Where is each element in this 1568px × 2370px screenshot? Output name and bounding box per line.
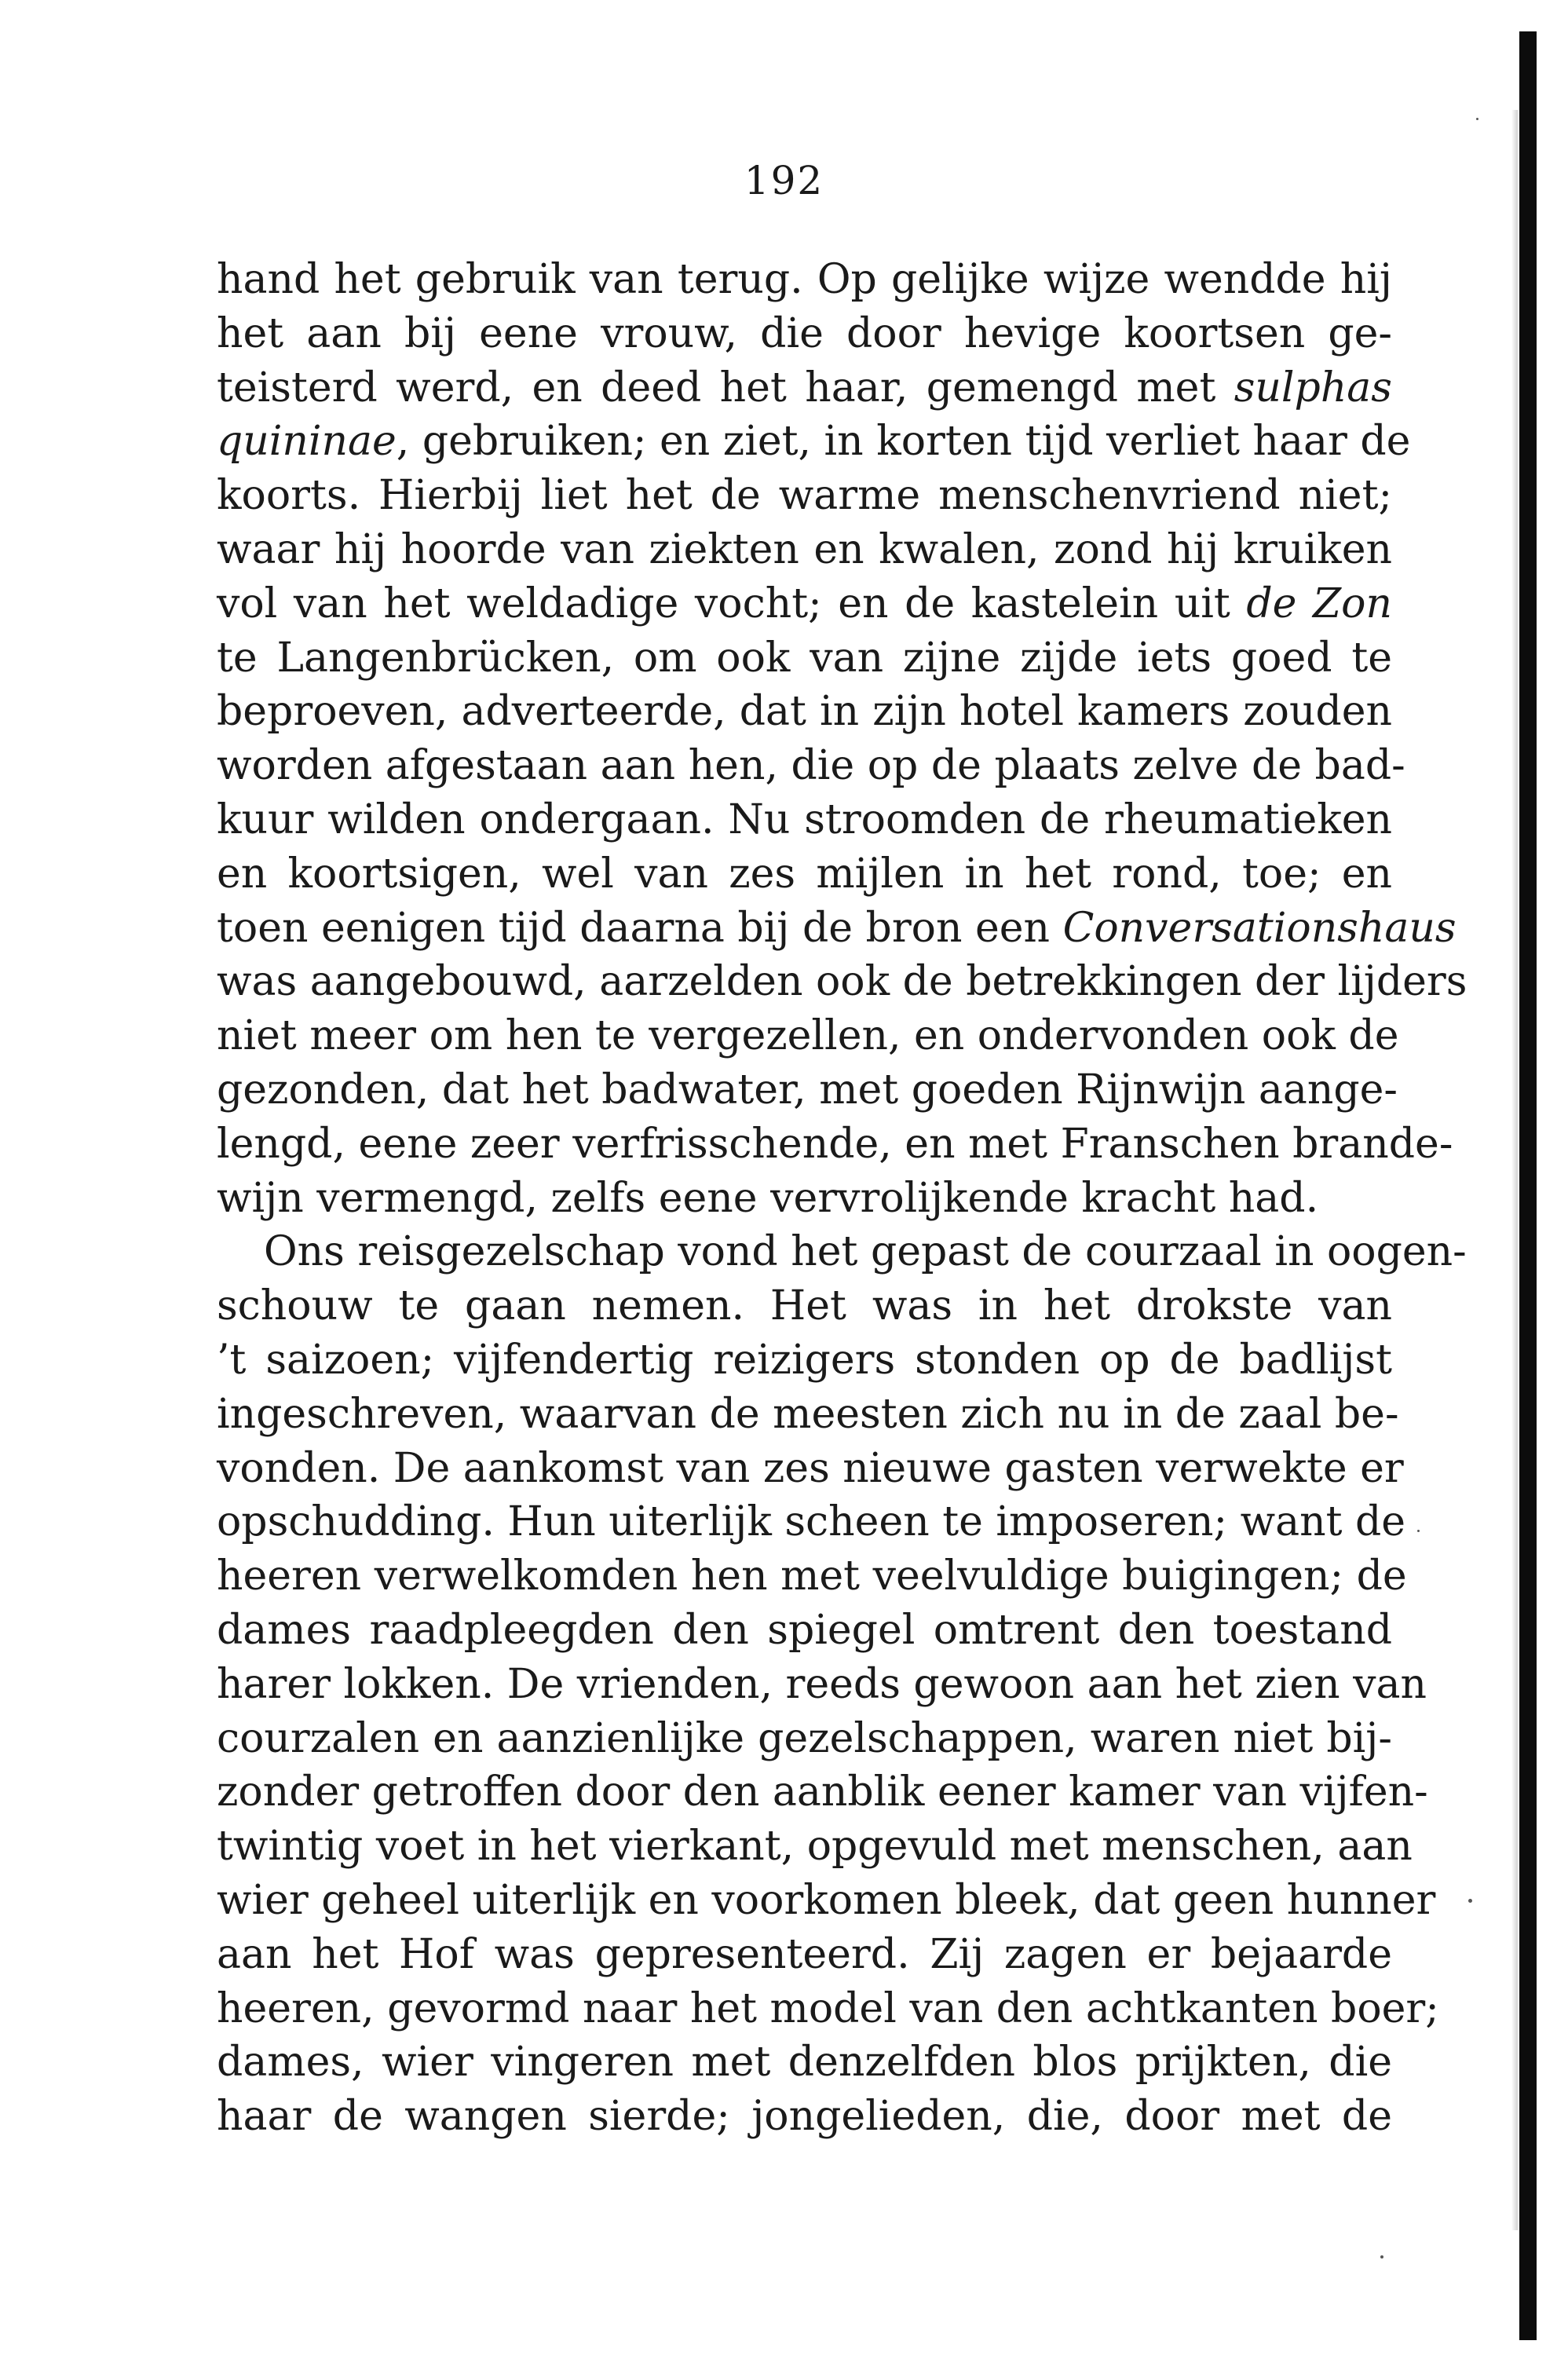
page-number: 192 — [744, 158, 824, 203]
text-segment: niet meer om hen te vergezellen, en ondervonden ook de — [217, 1012, 1399, 1060]
text-segment: teisterd werd, en deed het haar, gemengd met — [217, 364, 1234, 411]
text-line — [217, 847, 1392, 902]
text-segment: het aan bij eene vrouw, die door hevige koortsen ge- — [217, 309, 1392, 357]
scan-speck — [1380, 2255, 1383, 2258]
text-segment: opschudding. Hun uiterlijk scheen te imposeren; want de — [217, 1498, 1406, 1546]
text-segment: ingeschreven, waarvan de meesten zich nu in de zaal be- — [217, 1390, 1399, 1438]
text-segment: lengd, eene zeer verfrisschende, en met Franschen brande- — [217, 1120, 1453, 1168]
text-line — [217, 1495, 1406, 1549]
text-segment: beproeven, adverteerde, dat in zijn hotel kamers zouden — [217, 688, 1392, 736]
text-line — [217, 1820, 1413, 1874]
text-segment: hand het gebruik van terug. Op gelijke wijze wendde hij — [217, 256, 1392, 303]
text-line — [217, 1442, 1404, 1496]
text-line — [217, 1658, 1427, 1712]
text-segment: worden afgestaan aan hen, die op de plaats zelve de bad- — [217, 742, 1405, 790]
text-segment: Ons reisgezelschap vond het gepast de courzaal in oogen- — [264, 1228, 1467, 1276]
text-segment: , gebruiken; en ziet, in korten tijd verliet haar de — [396, 418, 1411, 466]
text-line — [217, 955, 1467, 1009]
text-line — [217, 631, 1392, 686]
text-segment: heeren verwelkomden hen met veelvuldige buigingen; de — [217, 1553, 1407, 1600]
text-line — [217, 793, 1392, 847]
text-line — [217, 2035, 1392, 2090]
text-line — [217, 1172, 1392, 1226]
text-line — [217, 685, 1392, 739]
text-segment: en koortsigen, wel van zes mijlen in het rond, toe; en — [217, 850, 1392, 898]
body-text — [217, 253, 1467, 2144]
text-line — [217, 415, 1411, 469]
text-line — [217, 1225, 1467, 1279]
text-line — [217, 1712, 1392, 1766]
text-line — [217, 1009, 1399, 1063]
text-line — [217, 1928, 1392, 1982]
text-segment: zonder getroffen door den aanblik eener kamer van vijfen- — [217, 1768, 1428, 1816]
text-segment: haar de wangen sierde; jongelieden, die, door met de — [217, 2093, 1392, 2141]
text-line — [217, 902, 1457, 956]
scan-speck — [1417, 1530, 1420, 1532]
text-segment: schouw te gaan nemen. Het was in het drokste van — [217, 1282, 1392, 1330]
page-edge-gradient — [1511, 110, 1518, 2230]
text-segment: vonden. De aankomst van zes nieuwe gasten verwekte er — [217, 1444, 1404, 1492]
scan-speck — [1476, 118, 1478, 120]
text-line — [217, 1063, 1398, 1117]
text-line — [217, 1388, 1399, 1442]
text-segment: gezonden, dat het badwater, met goeden Rijnwijn aange- — [217, 1066, 1398, 1114]
text-line — [217, 1604, 1392, 1658]
page-edge-shadow — [1519, 31, 1537, 2340]
text-line — [217, 739, 1405, 793]
text-line — [217, 1874, 1436, 1928]
text-line — [217, 1982, 1439, 2036]
text-segment: te Langenbrücken, om ook van zijne zijde iets goed te — [217, 634, 1392, 682]
text-segment: wier geheel uiterlijk en voorkomen bleek, dat geen hunner — [217, 1876, 1436, 1924]
text-segment: twintig voet in het vierkant, opgevuld met menschen, aan — [217, 1823, 1413, 1871]
italic-text: quininae — [217, 418, 397, 466]
text-segment: kuur wilden ondergaan. Nu stroomden de rheumatieken — [217, 795, 1392, 843]
italic-text: Conversationshaus — [1062, 904, 1457, 952]
text-line — [217, 361, 1392, 415]
text-line — [217, 1765, 1428, 1820]
text-line — [217, 523, 1392, 577]
italic-text: sulphas — [1234, 364, 1392, 411]
text-segment: vol van het weldadige vocht; en de kastelein uit — [217, 580, 1247, 627]
text-line — [217, 1333, 1392, 1388]
text-segment: dames, wier vingeren met denzelfden blos prijkten, die — [217, 2039, 1392, 2087]
text-segment: heeren, gevormd naar het model van den achtkanten boer; — [217, 1984, 1439, 2032]
scan-speck — [1468, 1899, 1472, 1903]
text-segment: was aangebouwd, aarzelden ook de betrekkingen der lijders — [217, 958, 1467, 1006]
text-segment: toen eenigen tijd daarna bij de bron een — [217, 904, 1063, 952]
text-segment: wijn vermengd, zelfs eene vervrolijkende kracht had. — [217, 1174, 1319, 1222]
text-line — [217, 469, 1392, 523]
text-line — [217, 1117, 1453, 1172]
text-line — [217, 2090, 1392, 2144]
text-line — [217, 577, 1392, 631]
text-line — [217, 1279, 1392, 1333]
text-segment: ’t saizoen; vijfendertig reizigers stonden op de badlijst — [217, 1336, 1392, 1384]
text-line — [217, 307, 1392, 361]
italic-text: de Zon — [1246, 580, 1392, 627]
text-segment: courzalen en aanzienlijke gezelschappen, waren niet bij- — [217, 1714, 1392, 1762]
text-segment: dames raadpleegden den spiegel omtrent den toestand — [217, 1606, 1392, 1654]
text-line — [217, 1549, 1407, 1604]
text-segment: harer lokken. De vrienden, reeds gewoon aan het zien van — [217, 1660, 1427, 1708]
text-line — [217, 253, 1392, 307]
text-segment: waar hij hoorde van ziekten en kwalen, zond hij kruiken — [217, 525, 1392, 573]
text-segment: aan het Hof was gepresenteerd. Zij zagen er bejaarde — [217, 1930, 1392, 1978]
text-segment: koorts. Hierbij liet het de warme menschenvriend niet; — [217, 472, 1392, 520]
